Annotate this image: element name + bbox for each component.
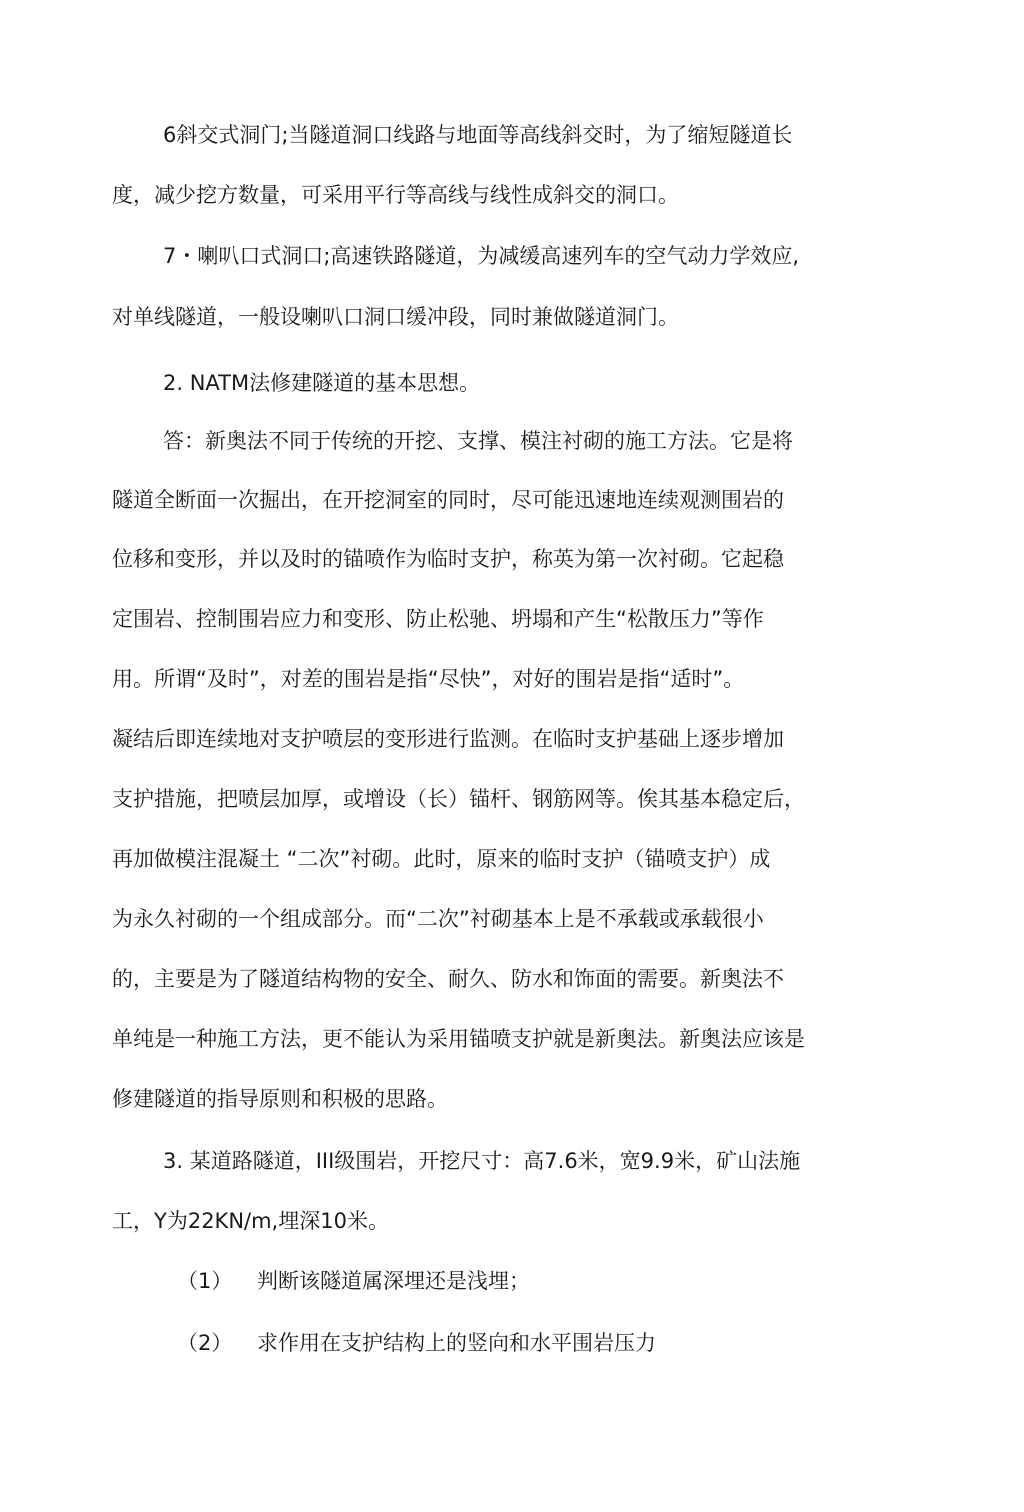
text-line-9: 定围岩、控制围岩应力和变形、防止松驰、坍塌和产生“松散压力”等作 — [112, 607, 764, 631]
text-line-2: 度，减少挖方数量，可采用平行等高线与线性成斜交的洞口。 — [112, 183, 679, 207]
text-line-6: 答：新奥法不同于传统的开挖、支撑、模注衬砌的施工方法。它是将 — [163, 429, 793, 453]
text-line-7: 隧道全断面一次掘出，在开挖洞室的同时，尽可能迅速地连续观测围岩的 — [112, 488, 784, 512]
text-line-12: 支护措施，把喷层加厚，或增设（长）锚杆、钢筋网等。俟其基本稳定后， — [112, 787, 805, 811]
text-line-15: 的，主要是为了隧道结构物的安全、耐久、防水和饰面的需要。新奥法不 — [112, 967, 784, 991]
subitem-marker-1: （1） — [177, 1269, 233, 1293]
text-line-13: 再加做模注混凝土 “二次”衬砌。此时，原来的临时支护（锚喷支护）成 — [112, 847, 771, 871]
text-line-4: 对单线隧道，一般设喇叭口洞口缓冲段，同时兼做隧道洞门。 — [112, 305, 679, 329]
text-line-19: 工，Y为22KN/m,埋深10米。 — [112, 1209, 389, 1233]
subitem-text-2: 求作用在支护结构上的竖向和水平围岩压力 — [257, 1331, 656, 1355]
text-line-3: 7・喇叭口式洞口;高速铁路隧道，为减缓高速列车的空气动力学效应, — [163, 244, 800, 268]
text-line-8: 位移和变形，并以及时的锚喷作为临时支护，称英为第一次衬砌。它起稳 — [112, 547, 784, 571]
subitem-text-1: 判断该隧道属深埋还是浅埋； — [257, 1269, 530, 1293]
text-line-10: 用。所谓“及时”，对差的围岩是指“尽快”，对好的围岩是指“适时”。 — [112, 667, 745, 691]
subitem-marker-2: （2） — [177, 1331, 233, 1355]
section-heading-3: 3. 某道路隧道，III级围岩，开挖尺寸：高7.6米，宽9.9米，矿山法施 — [163, 1149, 801, 1173]
text-line-14: 为永久衬砌的一个组成部分。而“二次”衬砌基本上是不承载或承载很小 — [112, 907, 764, 931]
text-line-17: 修建隧道的指导原则和积极的思路。 — [112, 1087, 448, 1111]
section-heading-2: 2. NATM法修建隧道的基本思想。 — [163, 371, 481, 395]
text-line-11: 凝结后即连续地对支护喷层的变形进行监测。在临时支护基础上逐步增加 — [112, 727, 784, 751]
text-line-16: 单纯是一种施工方法，更不能认为采用锚喷支护就是新奥法。新奥法应该是 — [112, 1027, 805, 1051]
text-line-1: 6斜交式洞门;当隧道洞口线路与地面等高线斜交时，为了缩短隧道长 — [163, 123, 793, 147]
